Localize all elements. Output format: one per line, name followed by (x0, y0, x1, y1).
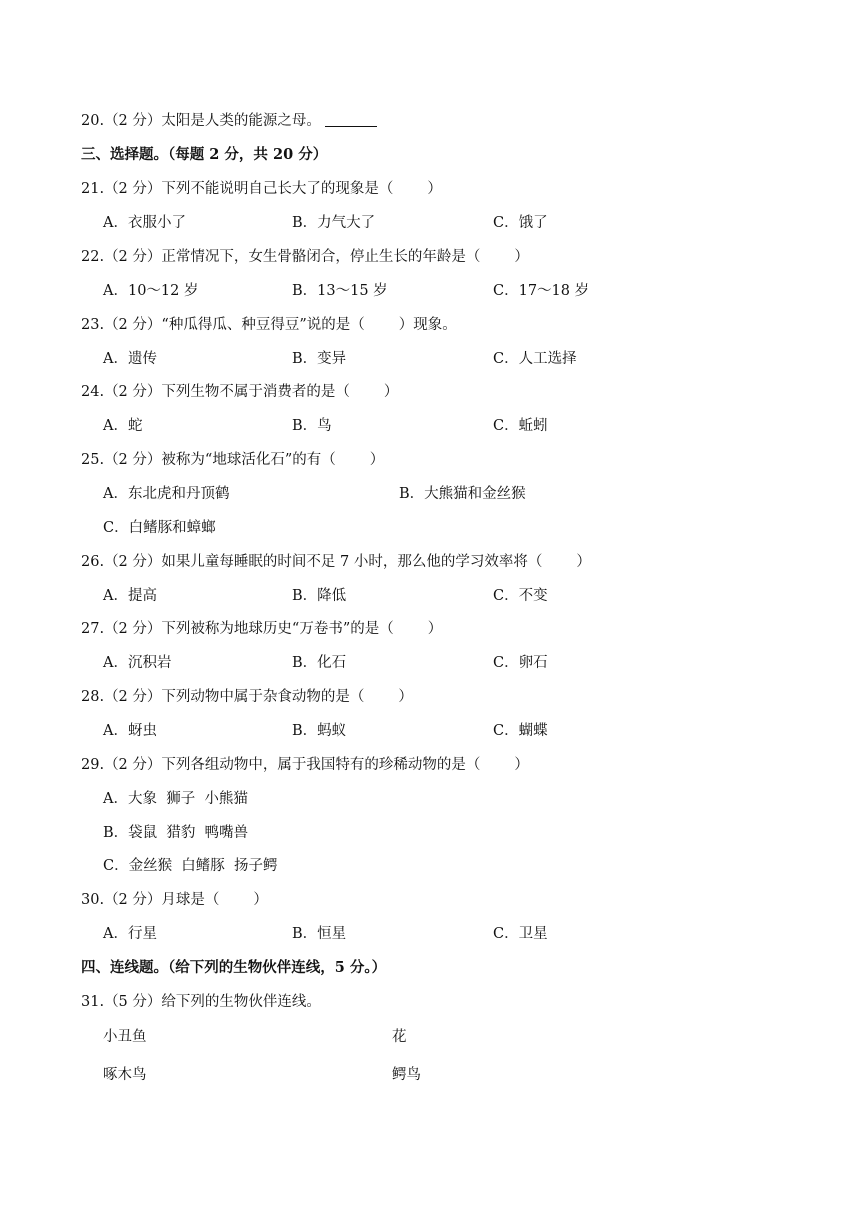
question-number: 27. (81, 621, 105, 637)
answer-blank[interactable] (325, 112, 377, 127)
option-c[interactable]: C．人工选择 (493, 351, 577, 367)
option-a[interactable]: A．衣服小了 (103, 215, 186, 231)
question-score: （2 分） (104, 317, 162, 333)
question-close: ） (514, 249, 529, 265)
option-b[interactable]: B．蚂蚁 (292, 723, 347, 739)
option-b[interactable]: B．鸟 (292, 418, 332, 434)
option-b[interactable]: B．大熊猫和金丝猴 (399, 486, 526, 502)
question-stem: 下列被称为地球历史“万卷书”的是（ (161, 621, 394, 637)
option-c[interactable]: C．不变 (493, 588, 548, 604)
question-number: 31. (81, 994, 105, 1010)
question-20 (81, 112, 377, 130)
question-27 (81, 620, 442, 638)
question-24 (81, 383, 398, 401)
option-c[interactable]: C．白鳍豚和蟑螂 (103, 520, 216, 536)
option-a[interactable]: A．沉积岩 (103, 655, 172, 671)
question-close: ） (427, 621, 443, 637)
question-26 (81, 553, 591, 571)
option-a[interactable]: A．10～12 岁 (103, 283, 199, 299)
option-b[interactable]: B．袋鼠 猎豹 鸭嘴兽 (103, 825, 249, 841)
option-a[interactable]: A．大象 狮子 小熊猫 (103, 791, 248, 807)
question-stem: 下列不能说明自己长大了的现象是（ (161, 181, 394, 197)
section-heading-4: 四、连线题。（给下列的生物伙伴连线，5 分。） (81, 959, 387, 976)
question-number: 23. (81, 317, 105, 333)
question-score: （2 分） (104, 113, 162, 129)
option-a[interactable]: A．行星 (103, 926, 157, 942)
question-text: 给下列的生物伙伴连线。 (161, 994, 321, 1010)
match-right-item[interactable]: 花 (392, 1029, 407, 1045)
question-close: ） (398, 689, 413, 705)
question-close: ） (514, 757, 529, 773)
option-c[interactable]: C．卫星 (493, 926, 548, 942)
question-number: 20. (81, 113, 105, 129)
question-number: 25. (81, 452, 105, 468)
option-c[interactable]: C．蝴蝶 (493, 723, 548, 739)
option-b[interactable]: B．化石 (292, 655, 347, 671)
question-stem: “种瓜得瓜、种豆得豆”说的是（ (161, 317, 365, 333)
option-a[interactable]: A．蛇 (103, 418, 143, 434)
option-b[interactable]: B．13～15 岁 (292, 283, 388, 299)
question-score: （2 分） (104, 452, 162, 468)
question-31 (81, 993, 321, 1011)
question-text: 太阳是人类的能源之母。 (161, 113, 321, 129)
option-a[interactable]: A．提高 (103, 588, 157, 604)
question-score: （2 分） (104, 757, 162, 773)
option-a[interactable]: A．遗传 (103, 351, 157, 367)
question-score: （2 分） (104, 892, 162, 908)
question-stem: 下列各组动物中，属于我国特有的珍稀动物的是（ (161, 757, 481, 773)
question-stem: 如果儿童每睡眠的时间不足 7 小时，那么他的学习效率将（ (161, 554, 543, 570)
question-28 (81, 688, 413, 706)
option-b[interactable]: B．变异 (292, 351, 347, 367)
question-close: ） (369, 452, 385, 468)
match-right-item[interactable]: 鳄鸟 (392, 1067, 421, 1083)
option-c[interactable]: C．17～18 岁 (493, 283, 590, 299)
option-b[interactable]: B．力气大了 (292, 215, 376, 231)
question-number: 24. (81, 384, 105, 400)
question-stem: 正常情况下，女生骨骼闭合，停止生长的年龄是（ (161, 249, 481, 265)
option-c[interactable]: C．蚯蚓 (493, 418, 548, 434)
question-stem: 下列动物中属于杂食动物的是（ (161, 689, 365, 705)
question-number: 26. (81, 554, 105, 570)
question-number: 22. (81, 249, 105, 265)
question-30 (81, 891, 268, 909)
question-close: ） (383, 384, 399, 400)
question-close: ） (427, 181, 442, 197)
option-a[interactable]: A．蚜虫 (103, 723, 157, 739)
question-number: 30. (81, 892, 105, 908)
question-close: ） (253, 892, 268, 908)
question-score: （2 分） (104, 621, 162, 637)
question-tail: 现象。 (413, 317, 457, 333)
question-22 (81, 248, 529, 266)
option-c[interactable]: C．卵石 (493, 655, 548, 671)
match-left-item[interactable]: 啄木鸟 (103, 1067, 147, 1083)
question-29 (81, 756, 529, 774)
match-left-item[interactable]: 小丑鱼 (103, 1029, 147, 1045)
section-heading-3: 三、选择题。（每题 2 分，共 20 分） (81, 146, 328, 163)
question-number: 29. (81, 757, 105, 773)
question-score: （2 分） (104, 249, 162, 265)
question-number: 21. (81, 181, 105, 197)
question-25 (81, 451, 384, 469)
option-b[interactable]: B．恒星 (292, 926, 347, 942)
question-21 (81, 180, 442, 198)
question-score: （2 分） (104, 181, 162, 197)
question-score: （5 分） (104, 994, 162, 1010)
question-stem: 被称为“地球活化石”的有（ (161, 452, 336, 468)
question-stem: 月球是（ (161, 892, 220, 908)
question-close: ） (576, 554, 591, 570)
option-a[interactable]: A．东北虎和丹顶鹤 (103, 486, 230, 502)
option-c[interactable]: C．金丝猴 白鳍豚 扬子鳄 (103, 858, 278, 874)
question-close: ） (398, 317, 414, 333)
option-b[interactable]: B．降低 (292, 588, 347, 604)
option-c[interactable]: C．饿了 (493, 215, 548, 231)
question-stem: 下列生物不属于消费者的是（ (161, 384, 350, 400)
question-score: （2 分） (104, 554, 162, 570)
question-score: （2 分） (104, 689, 162, 705)
question-23 (81, 316, 457, 334)
question-score: （2 分） (104, 384, 162, 400)
question-number: 28. (81, 689, 105, 705)
